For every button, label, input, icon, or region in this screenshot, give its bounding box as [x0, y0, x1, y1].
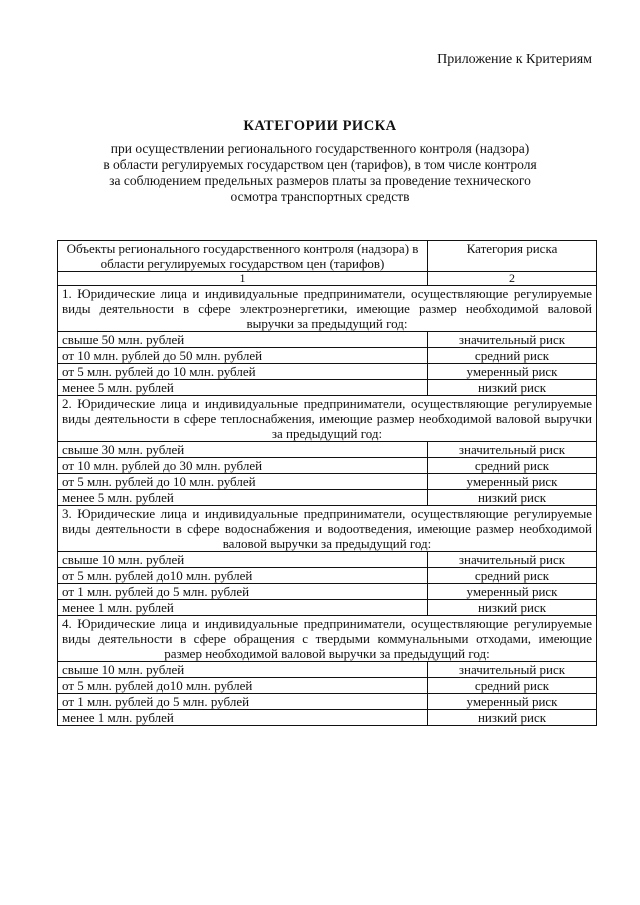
section-1-title: 1. Юридические лица и индивидуальные предприниматели, осуществляющие регулируемые виды деятельности в сфере электроэнергетики, имеющие размер необходимой валовой выручки за предыдущий год: [58, 286, 597, 332]
row-object: от 5 млн. рублей до10 млн. рублей [58, 568, 428, 584]
table-row [58, 380, 597, 396]
row-category: умеренный риск [428, 694, 597, 710]
row-category: умеренный риск [428, 364, 597, 380]
row-object: менее 5 млн. рублей [58, 490, 428, 506]
column-number-1: 1 [58, 272, 428, 286]
subtitle-line: за соблюдением предельных размеров платы за проведение технического [109, 173, 531, 188]
title-block [60, 118, 580, 205]
row-object: от 5 млн. рублей до 10 млн. рублей [58, 364, 428, 380]
row-category: низкий риск [428, 490, 597, 506]
row-category: низкий риск [428, 600, 597, 616]
row-object: от 1 млн. рублей до 5 млн. рублей [58, 584, 428, 600]
document-subtitle [60, 141, 580, 205]
subtitle-line: в области регулируемых государством цен (тарифов), в том числе контроля [103, 157, 537, 172]
risk-categories-table [57, 240, 597, 726]
row-object: от 10 млн. рублей до 50 млн. рублей [58, 348, 428, 364]
header-category: Категория риска [428, 241, 597, 272]
table-row [58, 584, 597, 600]
row-category: средний риск [428, 678, 597, 694]
table-row [58, 552, 597, 568]
section-heading-row [58, 286, 597, 332]
appendix-label: Приложение к Критериям [437, 52, 592, 67]
row-object: от 5 млн. рублей до10 млн. рублей [58, 678, 428, 694]
row-category: значительный риск [428, 552, 597, 568]
row-category: умеренный риск [428, 474, 597, 490]
table-row [58, 568, 597, 584]
row-object: от 5 млн. рублей до 10 млн. рублей [58, 474, 428, 490]
row-object: менее 1 млн. рублей [58, 600, 428, 616]
row-category: значительный риск [428, 332, 597, 348]
row-category: средний риск [428, 458, 597, 474]
table-row [58, 348, 597, 364]
row-category: низкий риск [428, 710, 597, 726]
row-category: низкий риск [428, 380, 597, 396]
row-object: свыше 10 млн. рублей [58, 662, 428, 678]
table-header-row [58, 241, 597, 272]
table-row [58, 678, 597, 694]
table-row [58, 458, 597, 474]
row-category: средний риск [428, 348, 597, 364]
section-heading-row [58, 506, 597, 552]
subtitle-line: при осуществлении регионального государственного контроля (надзора) [110, 141, 530, 156]
row-category: значительный риск [428, 442, 597, 458]
row-category: умеренный риск [428, 584, 597, 600]
section-3-title: 3. Юридические лица и индивидуальные предприниматели, осуществляющие регулируемые виды деятельности в сфере водоснабжения и водоотведения, имеющие размер необходимой валовой выручки за предыдущий год: [58, 506, 597, 552]
table-row [58, 364, 597, 380]
table-row [58, 474, 597, 490]
document-title: КАТЕГОРИИ РИСКА [243, 118, 397, 134]
table-row [58, 710, 597, 726]
header-objects: Объекты регионального государственного контроля (надзора) в области регулируемых государством цен (тарифов) [58, 241, 428, 272]
row-object: от 1 млн. рублей до 5 млн. рублей [58, 694, 428, 710]
row-category: средний риск [428, 568, 597, 584]
table-row [58, 662, 597, 678]
row-object: свыше 50 млн. рублей [58, 332, 428, 348]
section-2-title: 2. Юридические лица и индивидуальные предприниматели, осуществляющие регулируемые виды деятельности в сфере теплоснабжения, имеющие размер необходимой валовой выручки за предыдущий год: [58, 396, 597, 442]
column-number-row [58, 272, 597, 286]
row-object: свыше 30 млн. рублей [58, 442, 428, 458]
table-row [58, 442, 597, 458]
column-number-2: 2 [428, 272, 597, 286]
row-object: менее 5 млн. рублей [58, 380, 428, 396]
section-4-title: 4. Юридические лица и индивидуальные предприниматели, осуществляющие регулируемые виды деятельности в сфере обращения с твердыми коммунальными отходами, имеющие размер необходимой валовой выручки за предыдущий год: [58, 616, 597, 662]
row-category: значительный риск [428, 662, 597, 678]
table-row [58, 332, 597, 348]
table-row [58, 490, 597, 506]
row-object: свыше 10 млн. рублей [58, 552, 428, 568]
subtitle-line: осмотра транспортных средств [230, 189, 410, 204]
section-heading-row [58, 396, 597, 442]
table-row [58, 694, 597, 710]
section-heading-row [58, 616, 597, 662]
row-object: от 10 млн. рублей до 30 млн. рублей [58, 458, 428, 474]
row-object: менее 1 млн. рублей [58, 710, 428, 726]
table-row [58, 600, 597, 616]
